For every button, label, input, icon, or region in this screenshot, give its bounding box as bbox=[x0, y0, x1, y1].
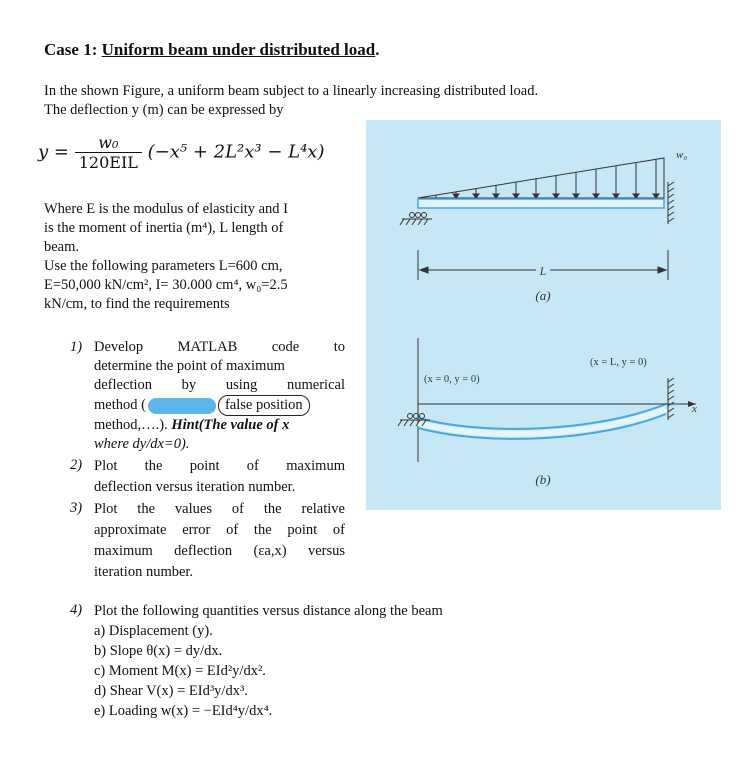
hint-text: Hint(The value of x bbox=[171, 417, 290, 433]
requirement-item-1 bbox=[70, 338, 345, 454]
scribble-highlight bbox=[148, 398, 216, 414]
load-arrows bbox=[436, 160, 659, 198]
item-line: where dy/dx=0). bbox=[94, 436, 190, 452]
item-line bbox=[94, 395, 345, 416]
item-line: Plot the values of the relative bbox=[94, 501, 345, 517]
item-text: method,….). bbox=[94, 417, 172, 433]
item-line: iteration number. bbox=[94, 564, 194, 580]
intro-line: The deflection y (m) can be expressed by bbox=[44, 102, 284, 118]
item-number: 1) bbox=[70, 339, 83, 355]
equation-fraction bbox=[75, 133, 142, 172]
item-line: Plot the following quantities versus distance along the beam bbox=[94, 603, 443, 619]
parameters-paragraph bbox=[44, 200, 344, 314]
paragraph-line: E=50,000 kN/cm², I= 30.000 cm⁴, w₀=2.5 bbox=[44, 277, 288, 293]
item-line: Develop MATLAB code to bbox=[94, 339, 345, 355]
w0-label: w₀ bbox=[676, 149, 688, 161]
item-line: deflection versus iteration number. bbox=[94, 479, 296, 495]
sub-item: d) Shear V(x) = EId³y/dx³. bbox=[94, 683, 248, 699]
item-line bbox=[94, 416, 345, 435]
deflection-equation bbox=[38, 133, 324, 172]
paragraph-line: beam. bbox=[44, 239, 80, 255]
left-boundary-label: (x = 0, y = 0) bbox=[424, 374, 480, 385]
beam-figure bbox=[366, 120, 721, 510]
paragraph-line: is the moment of inertia (m⁴), L length of bbox=[44, 220, 284, 236]
pin-support-left bbox=[400, 213, 432, 226]
beam bbox=[418, 199, 664, 208]
x-axis-label: x bbox=[692, 403, 697, 415]
L-label: L bbox=[539, 264, 547, 278]
item-line: approximate error of the point of bbox=[94, 522, 345, 538]
sub-item: b) Slope θ(x) = dy/dx. bbox=[94, 643, 223, 659]
intro-paragraph bbox=[44, 82, 644, 120]
requirement-item-2 bbox=[70, 456, 345, 498]
paragraph-line: kN/cm, to find the requirements bbox=[44, 296, 230, 312]
paragraph-line: Use the following parameters L=600 cm, bbox=[44, 258, 283, 274]
figure-b-label: (b) bbox=[535, 472, 551, 487]
equation-rhs: (−x⁵ + 2L²x³ − L⁴x) bbox=[147, 141, 325, 163]
item-line: determine the point of maximum bbox=[94, 358, 285, 374]
sub-item: a) Displacement (y). bbox=[94, 623, 213, 639]
distributed-load bbox=[418, 158, 664, 198]
deflected-beam-fill bbox=[418, 409, 666, 434]
requirement-item-4 bbox=[70, 601, 590, 721]
intro-line: In the shown Figure, a uniform beam subject to a linearly increasing distributed load. bbox=[44, 83, 539, 99]
circled-text: false position bbox=[218, 395, 310, 416]
item-number: 3) bbox=[70, 500, 83, 516]
fixed-wall-right-b bbox=[668, 378, 674, 420]
equation-numerator: w₀ bbox=[75, 133, 142, 153]
figure-a-label: (a) bbox=[535, 288, 551, 303]
item-text: method ( bbox=[94, 397, 146, 413]
paragraph-line: Where E is the modulus of elasticity and I bbox=[44, 201, 289, 217]
item-number: 2) bbox=[70, 457, 83, 473]
beam-diagram bbox=[366, 120, 721, 510]
item-line: Plot the point of maximum bbox=[94, 458, 345, 474]
equation-lhs: y = bbox=[38, 141, 69, 163]
item-line: maximum deflection (εa,x) versus bbox=[94, 543, 345, 559]
sub-item: e) Loading w(x) = −EId⁴y/dx⁴. bbox=[94, 703, 273, 719]
item-line: deflection by using numerical bbox=[94, 377, 345, 393]
fixed-wall-right bbox=[668, 182, 674, 224]
requirement-item-3 bbox=[70, 499, 345, 583]
item-number: 4) bbox=[70, 602, 83, 618]
page-title: Case 1: Uniform beam under distributed load. bbox=[44, 40, 380, 59]
right-boundary-label: (x = L, y = 0) bbox=[590, 357, 647, 368]
equation-denominator: 120EIL bbox=[78, 153, 138, 172]
sub-item: c) Moment M(x) = EId²y/dx². bbox=[94, 663, 266, 679]
